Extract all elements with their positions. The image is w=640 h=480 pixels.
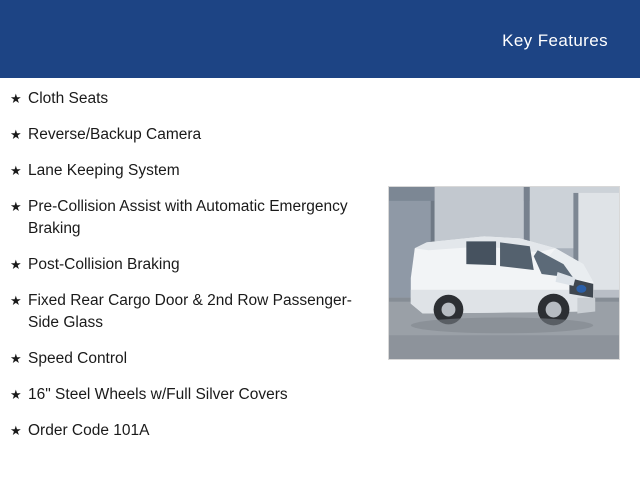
feature-label: Lane Keeping System [28,162,180,179]
feature-label: Cloth Seats [28,90,109,107]
list-item [0,384,380,406]
feature-label: Speed Control [28,350,128,367]
feature-label: Reverse/Backup Camera [28,126,202,143]
key-features-list [0,88,380,456]
star-icon: ★ [10,91,22,106]
list-item [0,88,380,110]
star-icon: ★ [10,163,22,178]
star-icon: ★ [10,351,22,366]
vehicle-photo [388,186,620,360]
list-item [0,254,380,276]
vehicle-photo-image [389,187,619,359]
star-icon: ★ [10,423,22,438]
feature-label: Pre-Collision Assist with Automatic Emergency Braking [28,198,348,237]
list-item [0,420,380,442]
list-item [0,196,380,240]
feature-label: Order Code 101A [28,422,150,439]
list-item [0,160,380,182]
feature-label: Post-Collision Braking [28,256,180,273]
star-icon: ★ [10,387,22,402]
feature-label: Fixed Rear Cargo Door & 2nd Row Passenger-Side Glass [28,292,352,331]
star-icon: ★ [10,293,22,308]
star-icon: ★ [10,127,22,142]
list-item [0,124,380,146]
page-title: Key Features [502,31,608,50]
star-icon: ★ [10,257,22,272]
star-icon: ★ [10,199,22,214]
feature-label: 16" Steel Wheels w/Full Silver Covers [28,386,288,403]
header-bar [0,0,640,78]
list-item [0,290,380,334]
list-item [0,348,380,370]
